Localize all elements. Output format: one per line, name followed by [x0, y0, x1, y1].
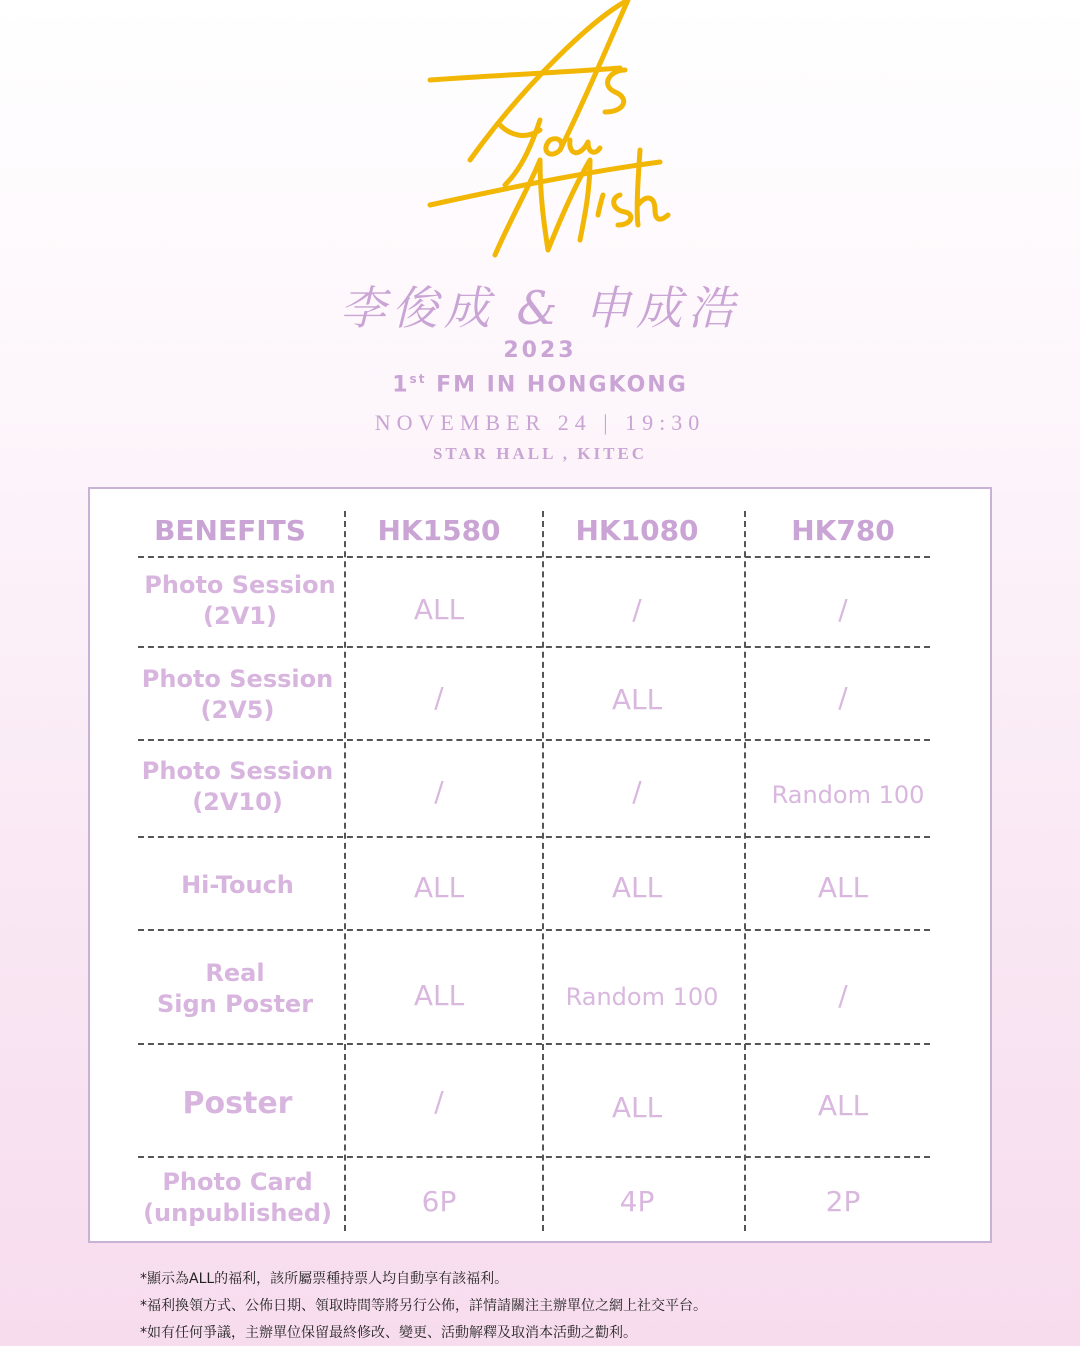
value-cell: ALL [413, 978, 465, 1012]
benefit-photo-card [130, 1162, 345, 1234]
benefit-real-sign-poster [130, 949, 340, 1029]
footnote: *顯示為ALL的福利，該所屬票種持票人均自動享有該福利。 [140, 1271, 509, 1287]
benefit-line: (2V5) [200, 696, 275, 724]
value-cell: ALL [611, 1090, 663, 1124]
footnote: *如有任何爭議，主辦單位保留最終修改、變更、活動解釋及取消本活動之勸利。 [140, 1325, 637, 1341]
benefit-line: Poster [182, 1085, 293, 1121]
value-cell: / [838, 592, 848, 626]
benefit-line: (unpublished) [143, 1199, 332, 1227]
value-cell: / [632, 774, 642, 808]
benefit-photo-session-2v1 [130, 561, 350, 641]
header-hk1080: HK1080 [575, 513, 699, 547]
benefit-line: (2V1) [203, 602, 277, 630]
value-cell: 4P [619, 1184, 655, 1218]
event-date: NOVEMBER 24 | 19:30 [374, 410, 706, 435]
header-benefits: BENEFITS [154, 513, 306, 547]
benefit-line: Photo Session [141, 665, 334, 693]
value-cell: ALL [413, 870, 465, 904]
benefit-line: (2V10) [192, 788, 283, 816]
value-cell: ALL [413, 592, 465, 626]
value-cell: 2P [825, 1184, 861, 1218]
header-hk780: HK780 [791, 513, 895, 547]
event-title-rest: FM IN HONGKONG [426, 372, 688, 398]
benefit-poster [130, 1073, 345, 1133]
footnote: *福利換領方式、公佈日期、領取時間等將另行公佈，詳情請關注主辦單位之網上社交平台。 [140, 1298, 707, 1314]
row-divider [138, 556, 930, 558]
row-divider [138, 1156, 930, 1158]
row-divider [138, 739, 930, 741]
benefit-line: Photo Session [141, 757, 334, 785]
event-title-number: 1 [392, 372, 410, 398]
row-divider [138, 646, 930, 648]
benefit-line: Real [205, 959, 265, 987]
value-cell: / [434, 774, 444, 808]
value-cell: Random 100 [771, 781, 925, 809]
value-cell: / [838, 978, 848, 1012]
value-cell: ALL [611, 870, 663, 904]
event-title-ordinal: st [409, 372, 427, 386]
benefit-hi-touch [130, 855, 345, 915]
event-venue: STAR HALL , KITEC [432, 444, 648, 463]
row-divider [138, 836, 930, 838]
value-cell: Random 100 [565, 983, 719, 1011]
event-title [0, 372, 1080, 397]
benefit-photo-session-2v10 [130, 747, 345, 827]
footnotes [140, 1266, 707, 1347]
as-you-wish-logo [0, 0, 1080, 270]
header-hk1580: HK1580 [377, 513, 501, 547]
value-cell: / [632, 592, 642, 626]
value-cell: / [434, 680, 444, 714]
benefit-photo-session-2v5 [130, 655, 345, 735]
value-cell: / [838, 680, 848, 714]
benefit-line: Photo Session [144, 571, 336, 599]
value-cell: ALL [817, 1088, 869, 1122]
artist-names: 李俊成 & 申成浩 [339, 281, 741, 335]
value-cell: 6P [421, 1184, 457, 1218]
value-cell: ALL [611, 682, 663, 716]
benefit-line: Sign Poster [156, 990, 314, 1018]
event-year: 2023 [503, 338, 577, 363]
row-divider [138, 1043, 930, 1045]
row-divider [138, 929, 930, 931]
column-divider [744, 511, 746, 1231]
benefits-table [88, 487, 992, 1243]
benefit-line: Hi-Touch [181, 870, 294, 899]
benefit-line: Photo Card [162, 1168, 313, 1196]
value-cell: ALL [817, 870, 869, 904]
value-cell: / [434, 1084, 444, 1118]
